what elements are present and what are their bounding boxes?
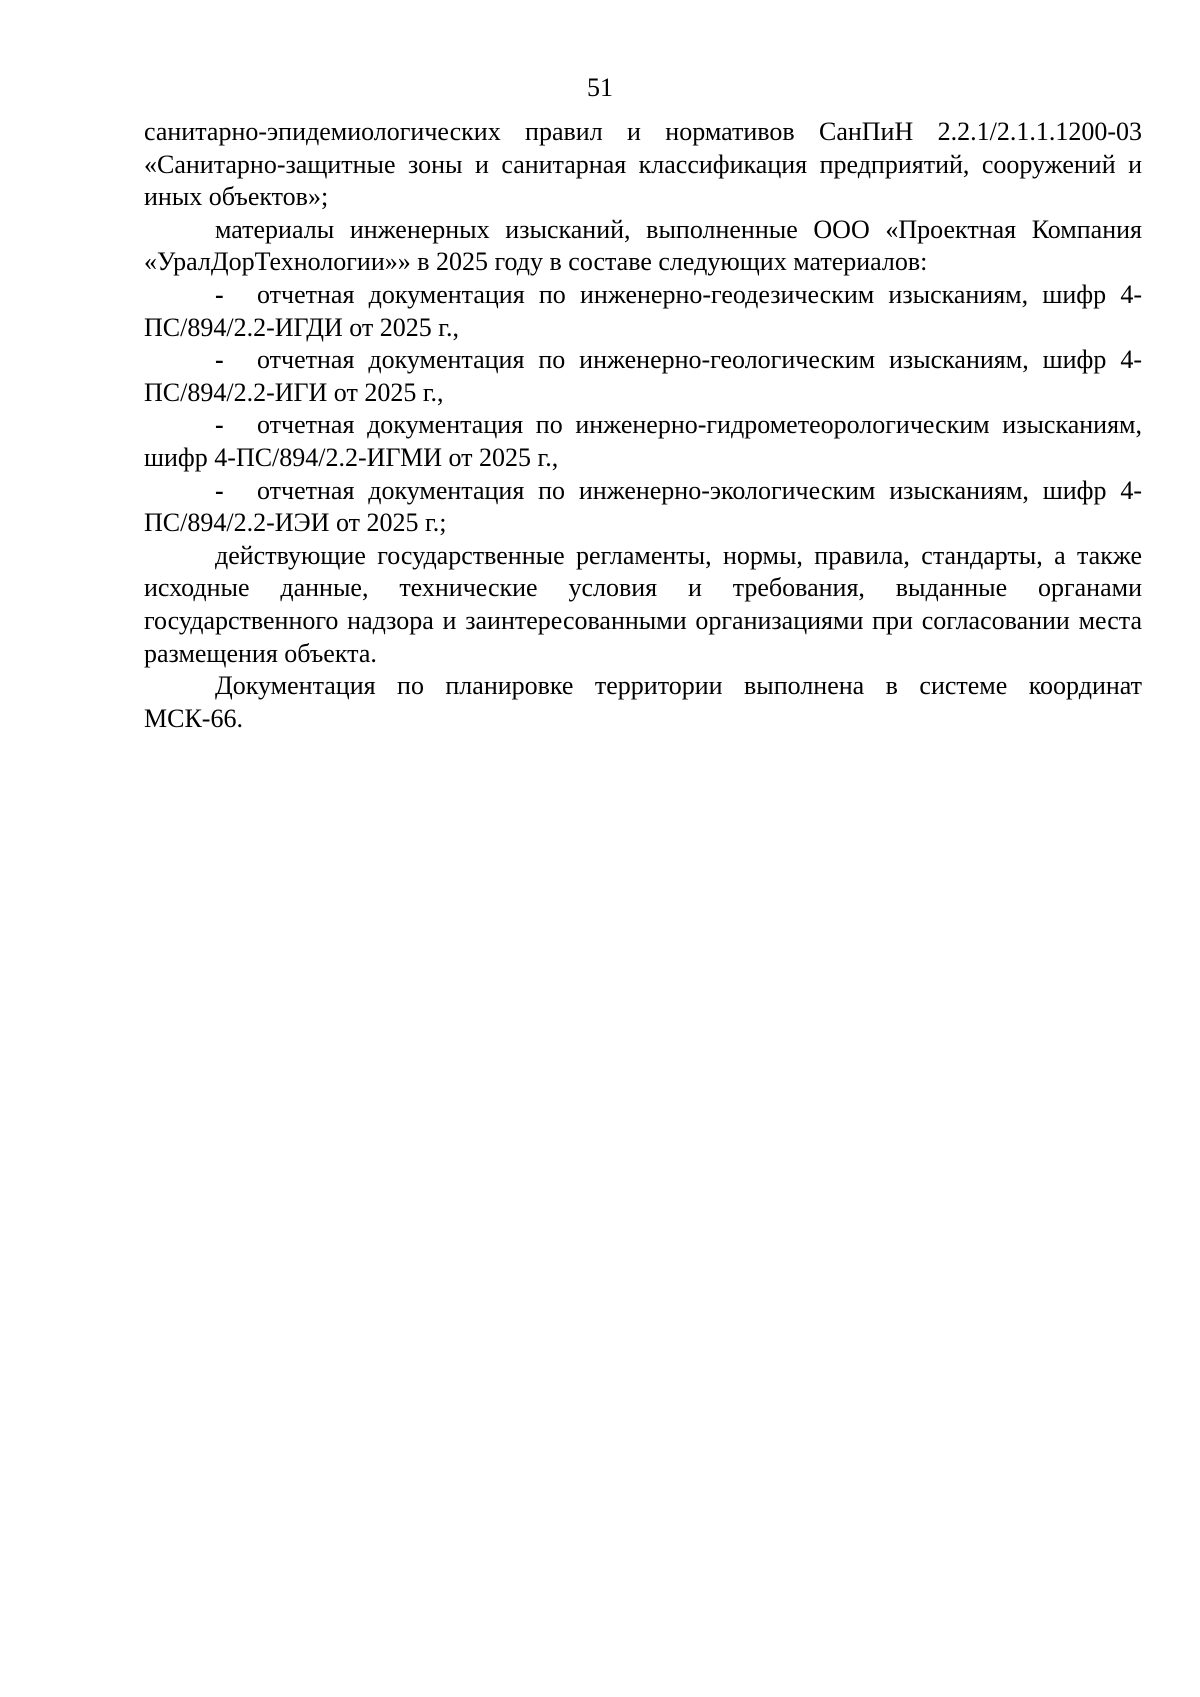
list-item-ecological (144, 475, 1142, 540)
list-item-geological (144, 344, 1142, 409)
list-item-text: отчетная документация по инженерно-экологическим изысканиям, шифр 4-ПС/894/2.2-ИЭИ от 2025 г.; (144, 475, 1142, 538)
bullet-marker: - (215, 410, 224, 440)
list-item-geodesic (144, 279, 1142, 344)
paragraph-coordinate-system: Документация по планировке территории выполнена в системе координат МСК-66. (144, 671, 1142, 733)
bullet-marker: - (215, 345, 224, 375)
page-number: 51 (587, 73, 613, 102)
document-body (144, 116, 1142, 735)
bullet-marker: - (215, 279, 224, 309)
list-item-text: отчетная документация по инженерно-геологическим изысканиям, шифр 4-ПС/894/2.2-ИГИ от 2025 г., (144, 345, 1142, 407)
paragraph-sanpin: санитарно-эпидемиологических правил и нормативов СанПиН 2.2.1/2.1.1.1200-03 «Санитарно-защитные зоны и санитарная классификация предприятий, сооружений и иных объектов»; (144, 117, 1142, 212)
list-item-text: отчетная документация по инженерно-гидрометеорологическим изысканиям, шифр 4-ПС/894/2.2-ИГМИ от 2025 г., (144, 410, 1142, 472)
paragraph-survey-materials: материалы инженерных изысканий, выполненные ООО «Проектная Компания «УралДорТехнологии»» в 2025 году в составе следующих материалов: (144, 214, 1142, 277)
list-item-hydrometeorological (144, 409, 1142, 474)
paragraph-regulations: действующие государственные регламенты, нормы, правила, стандарты, а также исходные данные, технические условия и требования, выданные органами государственного надзора и заинтересованными организациями при согласовании места размещения объекта. (144, 540, 1142, 668)
bullet-marker: - (215, 475, 224, 505)
list-item-text: отчетная документация по инженерно-геодезическим изысканиям, шифр 4-ПС/894/2.2-ИГДИ от 2025 г., (144, 279, 1142, 342)
